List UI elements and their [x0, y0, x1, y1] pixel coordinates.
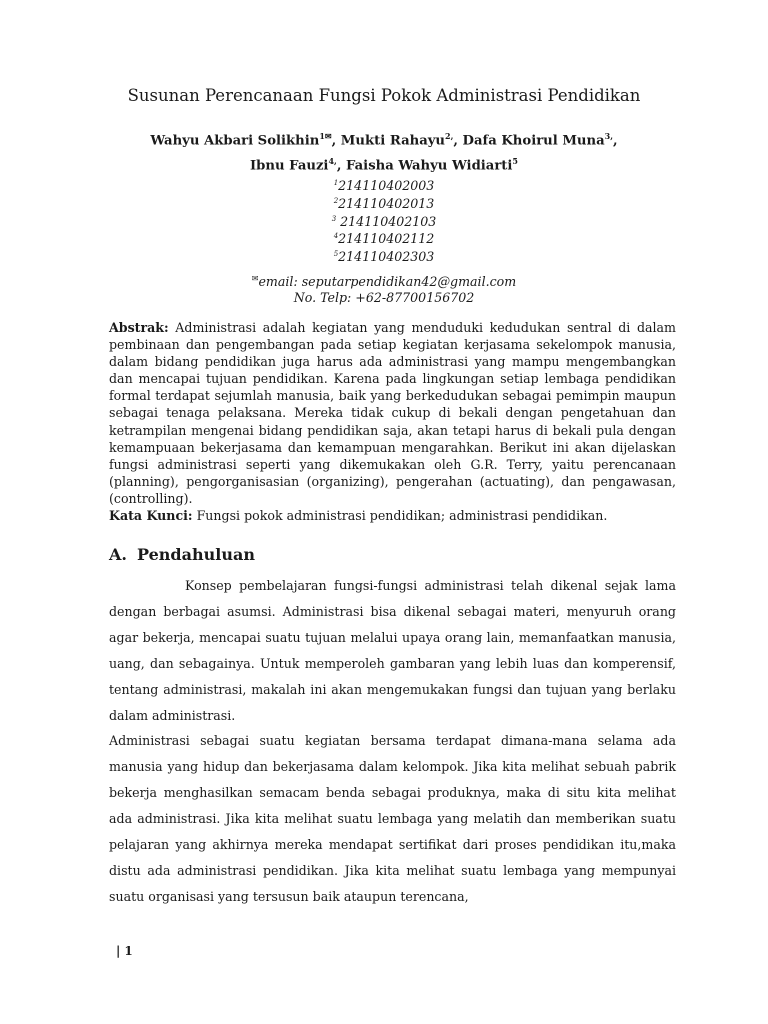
- student-id: 214110402013: [338, 195, 435, 211]
- author-affiliation-mark: 3,: [604, 131, 614, 141]
- envelope-icon: ✉: [251, 274, 259, 283]
- student-id-line: [0, 229, 768, 247]
- email-line: [0, 271, 768, 290]
- body-text: [109, 573, 676, 910]
- paper-title: Susunan Perencanaan Fungsi Pokok Administrasi Pendidikan: [127, 86, 641, 105]
- student-id-line: [0, 212, 768, 230]
- id-mark: 5: [333, 250, 339, 259]
- email-text: email: seputarpendidikan42@gmail.com: [258, 274, 517, 290]
- body-paragraph: Konsep pembelajaran fungsi-fungsi administrasi telah dikenal sejak lama dengan berbagai asumsi. Administrasi bisa dikenal sebagai materi, menyuruh orang agar bekerja, mencapai suatu tujuan melalui upaya orang lain, memanfaatkan manusia, uang, dan sebagainya. Untuk memperoleh gambaran yang lebih luas dan komperensif, tentang administrasi, makalah ini akan mengemukakan fungsi dan tujuan yang berlaku dalam administrasi.: [109, 578, 676, 723]
- contact-info: [0, 271, 768, 306]
- section-title: Pendahuluan: [137, 545, 255, 564]
- author-affiliation-mark: 5: [512, 156, 518, 167]
- author-name: , Faisha Wahyu Widiarti: [336, 158, 513, 174]
- student-id-line: [0, 194, 768, 212]
- author-name: Ibnu Fauzi: [250, 158, 329, 174]
- student-id-line: [0, 176, 768, 194]
- author-affiliation-mark: 1✉: [319, 131, 332, 141]
- student-id: 214110402303: [338, 249, 435, 265]
- section-letter: A.: [109, 545, 127, 564]
- author-name: Wahyu Akbari Solikhin: [150, 133, 320, 149]
- student-id: 214110402003: [338, 178, 435, 194]
- author-affiliation-mark: 2,: [445, 131, 454, 141]
- id-mark: 3: [331, 214, 337, 223]
- id-mark: 4: [333, 232, 339, 241]
- student-id: 214110402103: [336, 213, 437, 229]
- page-footer: [116, 944, 133, 958]
- keywords-label: Kata Kunci:: [109, 508, 193, 524]
- author-name: , Mukti Rahayu: [331, 133, 446, 149]
- id-mark: 1: [333, 179, 339, 187]
- keywords-text: Fungsi pokok administrasi pendidikan; administrasi pendidikan.: [192, 508, 608, 524]
- phone-line: No. Telp: +62-87700156702: [293, 290, 475, 306]
- author-separator: ,: [613, 133, 618, 149]
- author-list: [0, 126, 768, 177]
- student-id-list: [0, 176, 768, 265]
- id-mark: 2: [333, 196, 339, 205]
- author-affiliation-mark: 4,: [328, 156, 337, 167]
- page-number: 1: [124, 944, 133, 958]
- abstract: [109, 319, 676, 524]
- abstract-text: Administrasi adalah kegiatan yang menduduki kedudukan sentral di dalam pembinaan dan pengembangan pada setiap kegiatan kerjasama sekelompok manusia, dalam bidang pendidikan juga harus ada administrasi yang mampu mengembangkan dan mencapai tujuan pendidikan. Karena pada lingkungan setiap lembaga pendidikan formal terdapat sejumlah manusia, baik yang berkedudukan sebagai pemimpin maupun sebagai tenaga pelaksana. Mereka tidak cukup di bekali dengan pengetahuan dan ketrampilan mengenai bidang pendidikan saja, akan tetapi harus di bekali pula dengan kemampuaan bekerjasama dan kemampuan mengarahkan. Berikut ini akan dijelaskan fungsi administrasi seperti yang dikemukakan oleh G.R. Terry, yaitu perencanaan (planning), pengorganisasian (organizing), pengerahan (actuating), dan pengawasan, (controlling).: [109, 320, 676, 506]
- author-name: , Dafa Khoirul Muna: [453, 133, 605, 149]
- student-id: 214110402112: [338, 231, 435, 247]
- section-heading: [109, 545, 255, 564]
- student-id-line: [0, 247, 768, 265]
- footer-separator: |: [116, 944, 121, 958]
- body-paragraph: Administrasi sebagai suatu kegiatan bersama terdapat dimana-mana selama ada manusia yang hidup dan bekerjasama dalam kelompok. Jika kita melihat sebuah pabrik bekerja menghasilkan semacam benda sebagai produknya, maka di situ kita melihat ada administrasi. Jika kita melihat suatu lembaga yang melatih dan memberikan suatu pelajaran yang akhirnya mereka mendapat sertifikat dari proses pendidikan itu,maka distu ada administrasi pendidikan. Jika kita melihat suatu lembaga yang mempunyai suatu organisasi yang tersusun baik ataupun terencana,: [109, 733, 676, 904]
- abstract-label: Abstrak:: [109, 320, 169, 335]
